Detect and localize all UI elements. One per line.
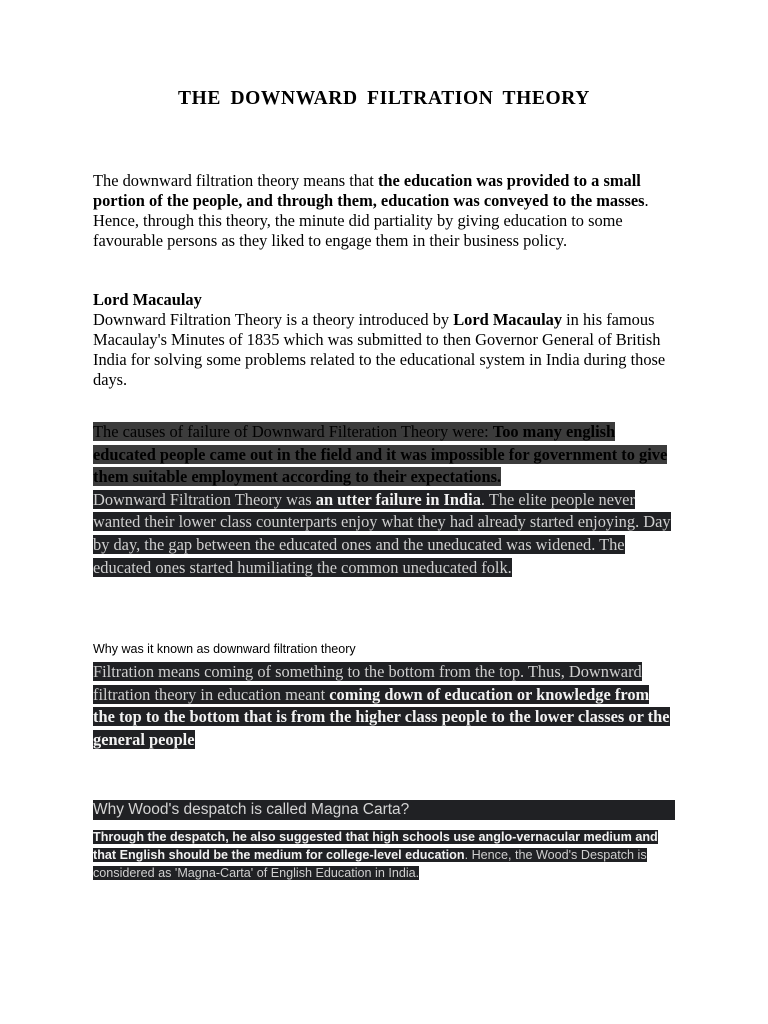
failure-highlight-1 (93, 422, 667, 486)
macaulay-heading: Lord Macaulay (93, 290, 202, 309)
wood-bold-text: Through the despatch, he also suggested that high schools use anglo-vernacular medium and that English should be the medium for college-level education (93, 830, 658, 862)
failure-bold-causes: Too many english educated people came out in the field and it was impossible for government to give them suitable employment according to their expectations. (93, 422, 668, 487)
failure-text-3: . The elite people never wanted their lower class counterparts enjoy what they had already started enjoying. Day by day, the gap between the educated ones and the uneducated was widened. The educated ones started humiliating the common uneducated folk. (93, 489, 671, 577)
known-question: Why was it known as downward filtration theory (93, 642, 356, 656)
wood-text-1: . Hence, the Wood's Despatch is considered as 'Magna-Carta' of English Education in India. (93, 848, 647, 880)
intro-text-1: The downward filtration theory means that (93, 171, 378, 190)
wood-heading: Why Wood's despatch is called Magna Carta? (93, 800, 675, 820)
failure-bold-utter: an utter failure in India (315, 489, 481, 509)
macaulay-bold-name: Lord Macaulay (453, 310, 563, 329)
known-text-1: Filtration means coming of something to the bottom from the top. Thus, Downward filtration theory in education meant (93, 662, 642, 704)
intro-bold-text: the education was provided to a small portion of the people, and through them, education was conveyed to the masses (93, 171, 645, 210)
page-title: THE DOWNWARD FILTRATION THEORY (178, 88, 590, 109)
intro-paragraph (93, 171, 673, 251)
failure-text-1: The causes of failure of Downward Filteration Theory were: (93, 422, 493, 441)
macaulay-text-2: in his famous Macaulay's Minutes of 1835 which was submitted to then Governor General of British India for solving some problems related to the educational system in India during those days. (93, 310, 666, 389)
intro-text-2: . Hence, through this theory, the minute did partiality by giving education to some favourable persons as they liked to engage them in their business policy. (93, 191, 649, 250)
known-bold-text: coming down of education or knowledge from the top to the bottom that is from the higher class people to the lower classes or the general people (93, 684, 670, 749)
macaulay-text-1: Downward Filtration Theory is a theory introduced by (93, 310, 454, 329)
known-paragraph (93, 661, 673, 751)
wood-highlight (93, 830, 658, 880)
failure-paragraph (93, 421, 677, 579)
macaulay-paragraph (93, 290, 673, 390)
failure-text-2: Downward Filtration Theory was (93, 489, 316, 509)
wood-paragraph (93, 828, 661, 882)
known-highlight (93, 662, 670, 749)
failure-highlight-2 (93, 490, 671, 577)
